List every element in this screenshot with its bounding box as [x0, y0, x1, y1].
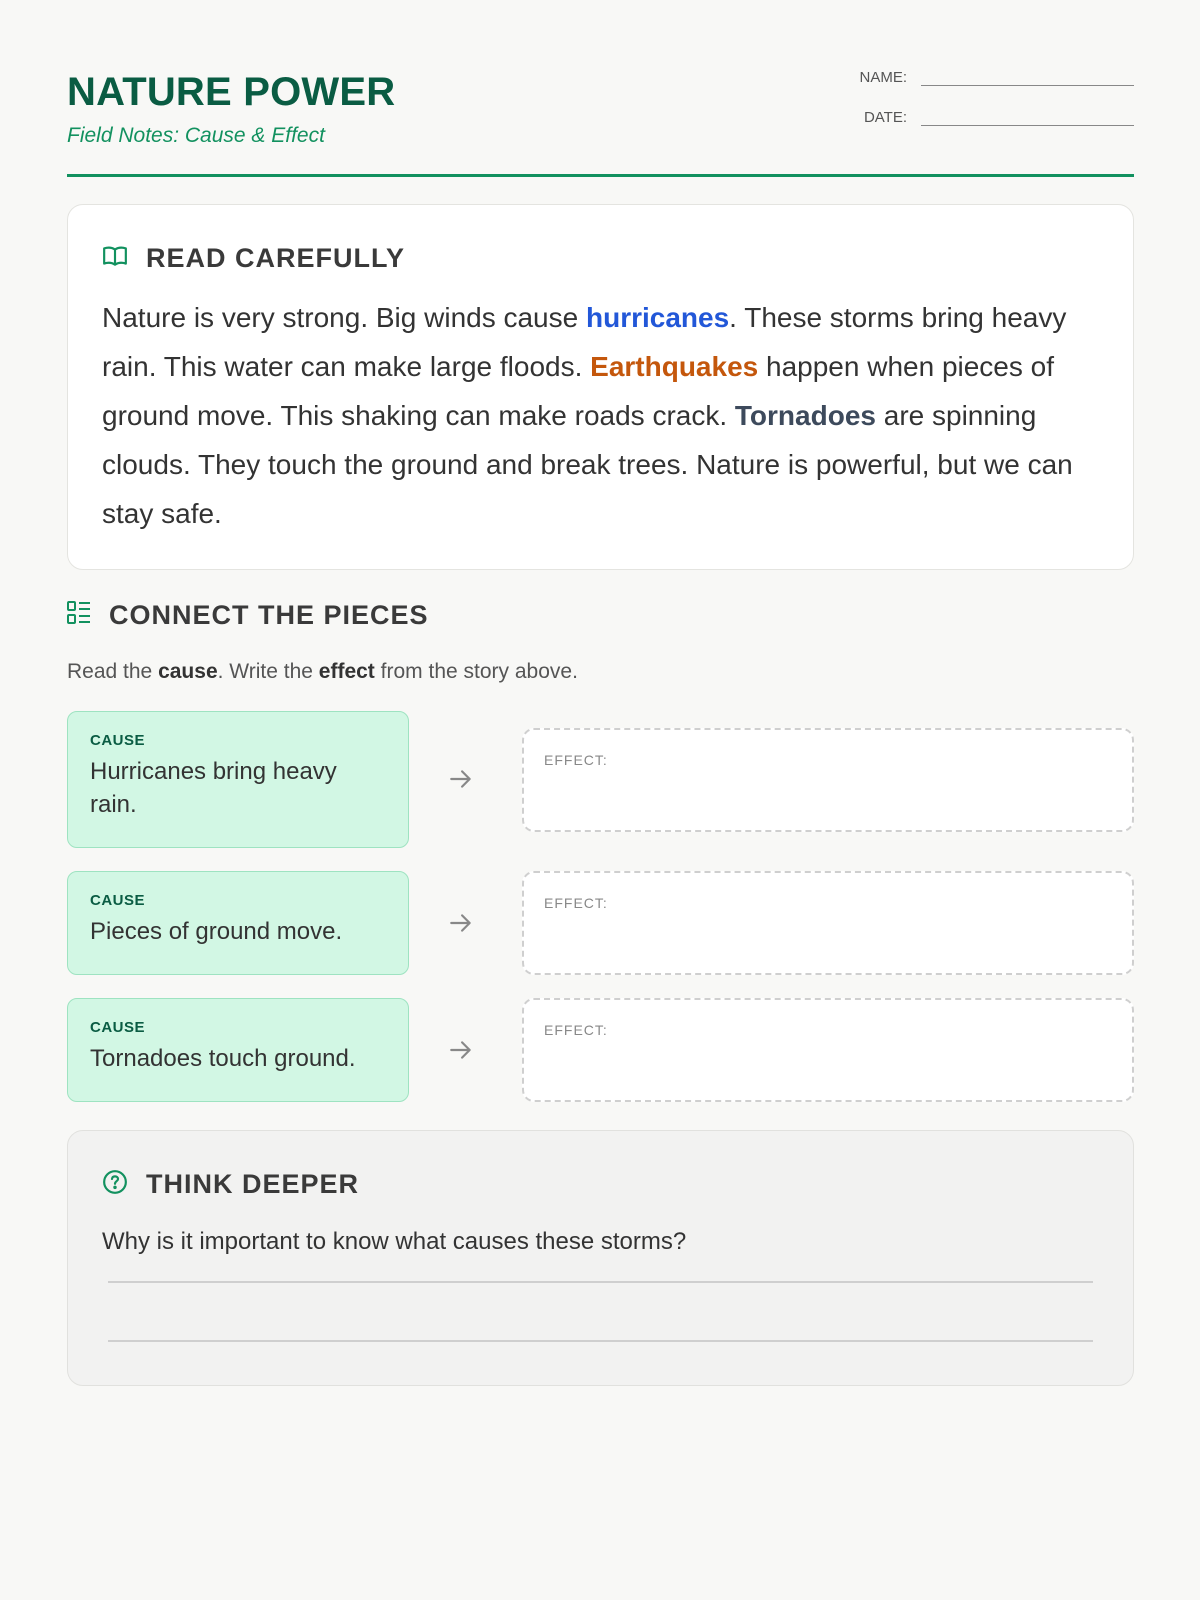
think-heading-row: [102, 1169, 359, 1200]
effect-label: EFFECT:: [544, 895, 608, 911]
effect-answer-box[interactable]: [522, 871, 1134, 975]
worksheet-header: [67, 0, 1134, 177]
instr-text: from the story above.: [374, 660, 578, 683]
reading-card: [67, 204, 1134, 570]
date-row: [835, 108, 1134, 126]
name-row: [835, 68, 1134, 86]
reading-passage: [102, 293, 1112, 538]
cause-card: [67, 998, 409, 1102]
reading-heading-row: [102, 243, 405, 274]
name-label: NAME:: [859, 69, 907, 86]
connect-instructions: [67, 660, 578, 684]
effect-label: EFFECT:: [544, 752, 608, 768]
think-deeper-card: [67, 1130, 1134, 1386]
instr-text: Read the: [67, 660, 159, 683]
arrow-right-icon: [448, 1037, 474, 1063]
cause-effect-pair: [67, 871, 1134, 975]
arrow-right-icon: [448, 910, 474, 936]
effect-answer-box[interactable]: [522, 998, 1134, 1102]
question-circle-icon: [102, 1169, 128, 1200]
page-subtitle: Field Notes: Cause & Effect: [67, 124, 325, 147]
date-field[interactable]: [921, 108, 1134, 126]
cause-card: [67, 711, 409, 848]
cause-effect-pair: [67, 711, 1134, 848]
keyword-earthquakes: Earthquakes: [590, 351, 759, 382]
keyword-tornadoes: Tornadoes: [734, 400, 876, 431]
connect-heading: CONNECT THE PIECES: [109, 600, 429, 630]
instr-text: . Write the: [217, 660, 319, 683]
connect-heading-row: [67, 600, 429, 631]
page-title: NATURE POWER: [67, 70, 396, 114]
answer-line[interactable]: [108, 1281, 1093, 1283]
list-icon: [67, 600, 91, 631]
passage-text: happen when pieces of ground move. This shaking can make roads crack.: [102, 351, 1055, 431]
answer-line[interactable]: [108, 1340, 1093, 1342]
keyword-hurricanes: hurricanes: [585, 302, 730, 333]
think-heading: THINK DEEPER: [146, 1169, 360, 1199]
reading-heading: READ CAREFULLY: [146, 243, 406, 273]
cause-tag: CAUSE: [90, 892, 146, 909]
cause-text: Pieces of ground move.: [90, 918, 343, 945]
book-open-icon: [102, 243, 128, 274]
cause-card: [67, 871, 409, 975]
worksheet-page: [67, 0, 1134, 1255]
name-field[interactable]: [921, 68, 1134, 86]
effect-label: EFFECT:: [544, 1022, 608, 1038]
instr-effect: effect: [318, 660, 375, 683]
cause-tag: CAUSE: [90, 732, 146, 749]
cause-effect-pair: [67, 998, 1134, 1102]
cause-tag: CAUSE: [90, 1019, 146, 1036]
arrow-right-icon: [448, 766, 474, 792]
cause-text: Hurricanes bring heavy rain.: [90, 758, 337, 818]
cause-text: Tornadoes touch ground.: [90, 1045, 356, 1072]
passage-text: are spinning clouds. They touch the ground and break trees. Nature is powerful, but we can stay safe.: [102, 400, 1073, 529]
effect-answer-box[interactable]: [522, 728, 1134, 832]
passage-text: . These storms bring heavy rain. This water can make large floods.: [102, 302, 1067, 382]
passage-text: Nature is very strong. Big winds cause: [102, 302, 586, 333]
date-label: DATE:: [863, 109, 907, 126]
think-question: Why is it important to know what causes these storms?: [102, 1228, 687, 1255]
instr-cause: cause: [158, 660, 218, 683]
